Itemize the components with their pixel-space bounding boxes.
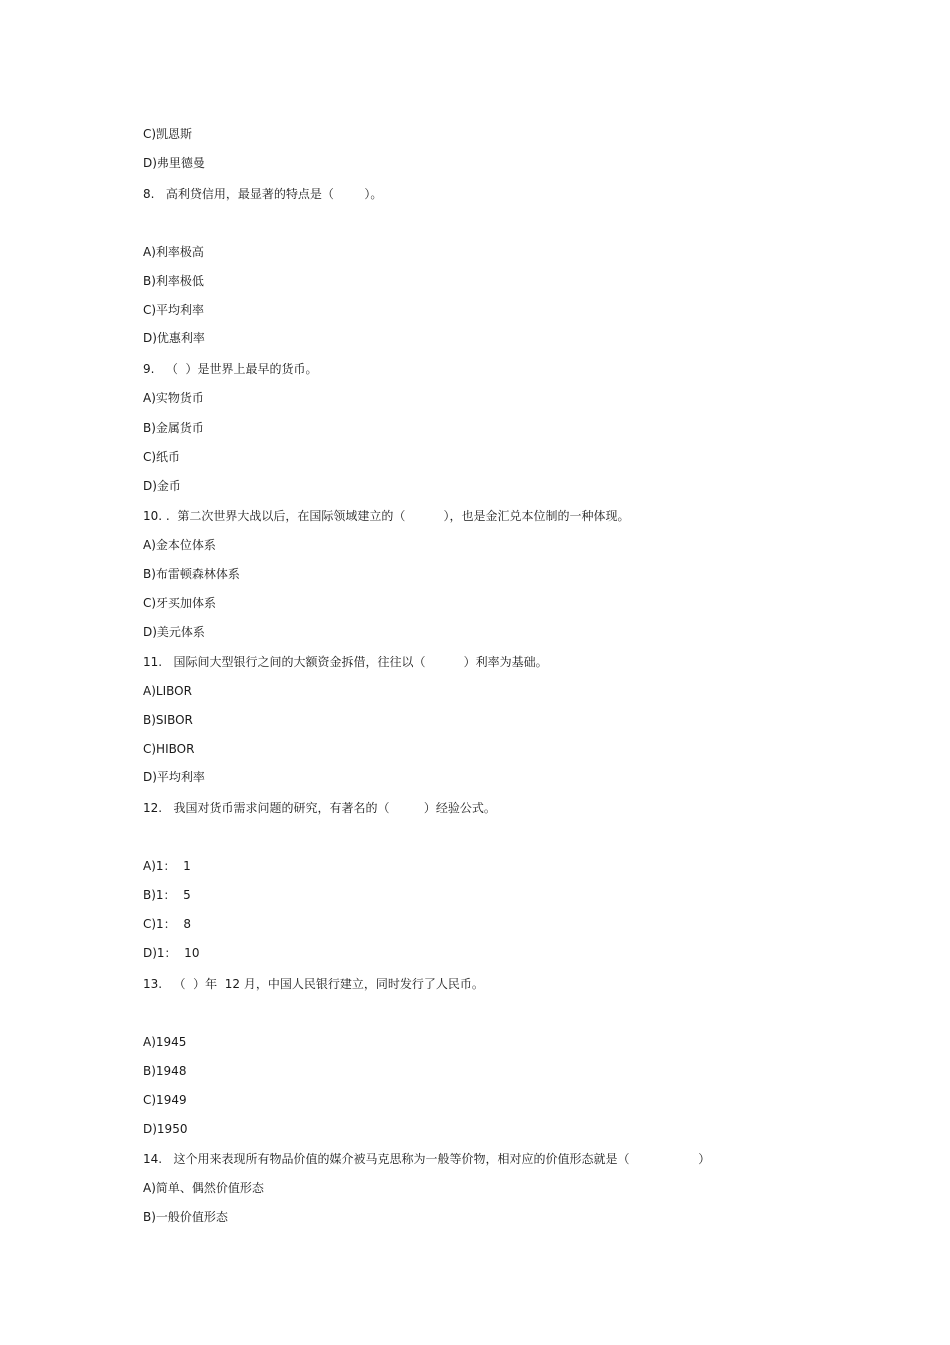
option-a-q10: A)金本位体系 <box>143 538 216 552</box>
question-13: 13. （ ）年 12 月，中国人民银行建立，同时发行了人民币。 <box>143 977 484 991</box>
option-d-q10: D)美元体系 <box>143 625 205 639</box>
option-c-q11: C)HIBOR <box>143 742 195 756</box>
option-a-q11: A)LIBOR <box>143 684 192 698</box>
option-d-q12: D)1： 10 <box>143 946 200 960</box>
option-a-q12: A)1： 1 <box>143 859 191 873</box>
option-b-q9: B)金属货币 <box>143 421 204 435</box>
option-d-q11: D)平均利率 <box>143 770 205 784</box>
option-b-q10: B)布雷顿森林体系 <box>143 567 240 581</box>
question-10: 10. . 第二次世界大战以后，在国际领域建立的（ ），也是金汇兑本位制的一种体现。 <box>143 509 630 523</box>
question-14: 14. 这个用来表现所有物品价值的媒介被马克思称为一般等价物，相对应的价值形态就是（ ） <box>143 1152 711 1166</box>
option-d-q9: D)金币 <box>143 479 181 493</box>
option-a-q8: A)利率极高 <box>143 245 204 259</box>
option-b-q8: B)利率极低 <box>143 274 204 288</box>
option-c-q8: C)平均利率 <box>143 303 205 317</box>
option-a-q9: A)实物货币 <box>143 391 204 405</box>
option-b-q13: B)1948 <box>143 1064 187 1078</box>
option-c-q12: C)1： 8 <box>143 917 191 931</box>
question-12: 12. 我国对货币需求问题的研究，有著名的（ ）经验公式。 <box>143 801 496 815</box>
option-b-q12: B)1： 5 <box>143 888 191 902</box>
option-a-q13: A)1945 <box>143 1035 187 1049</box>
option-b-q11: B)SIBOR <box>143 713 193 727</box>
question-8: 8. 高利贷信用，最显著的特点是（ ）。 <box>143 187 383 201</box>
option-c-q7: C)凯恩斯 <box>143 127 193 141</box>
question-11: 11. 国际间大型银行之间的大额资金拆借，往往以（ ）利率为基础。 <box>143 655 548 669</box>
question-9: 9. （ ）是世界上最早的货币。 <box>143 362 318 376</box>
option-c-q10: C)牙买加体系 <box>143 596 217 610</box>
option-d-q8: D)优惠利率 <box>143 331 205 345</box>
option-b-q14: B)一般价值形态 <box>143 1210 228 1224</box>
option-d-q13: D)1950 <box>143 1122 188 1136</box>
option-d-q7: D)弗里德曼 <box>143 156 205 170</box>
option-c-q9: C)纸币 <box>143 450 181 464</box>
option-c-q13: C)1949 <box>143 1093 187 1107</box>
option-a-q14: A)简单、偶然价值形态 <box>143 1181 264 1195</box>
